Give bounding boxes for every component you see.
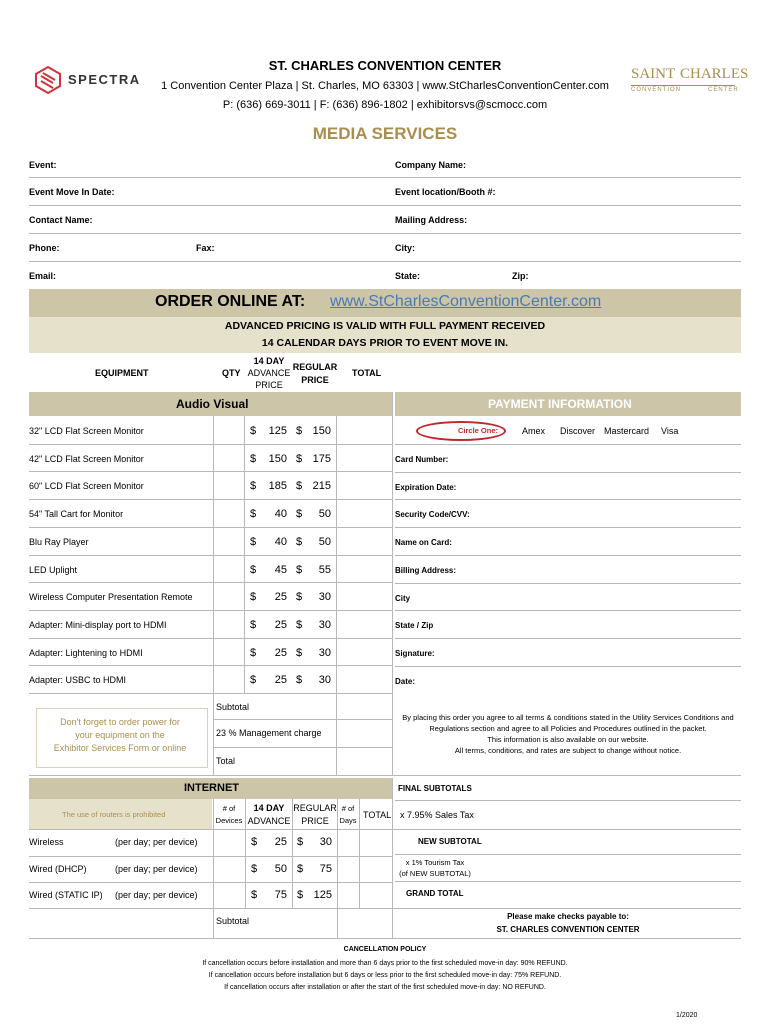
power-note-line: your equipment on the: [75, 730, 165, 740]
currency-symbol: $: [251, 836, 258, 848]
logo-saint: SAINT: [631, 66, 676, 82]
av-advance-price: 150: [268, 453, 287, 465]
payment-field-label: Expiration Date:: [395, 483, 457, 492]
card-mastercard[interactable]: Mastercard: [604, 426, 650, 436]
checks-note: [395, 910, 741, 936]
payment-title: PAYMENT INFORMATION: [488, 397, 632, 411]
divider: [29, 233, 741, 234]
header-advance-3: PRICE: [255, 380, 283, 390]
header-devices-1: # of: [222, 804, 236, 813]
divider: [29, 582, 392, 583]
divider: [395, 881, 741, 882]
divider: [29, 527, 392, 528]
internet-item-unit: (per day; per device): [115, 837, 198, 847]
currency-symbol: $: [296, 674, 303, 686]
divider: [29, 610, 392, 611]
checks-line: ST. CHARLES CONVENTION CENTER: [496, 925, 640, 934]
av-item-name: Blu Ray Player: [29, 537, 89, 547]
currency-symbol: $: [250, 453, 257, 465]
av-advance-price: 25: [274, 619, 287, 631]
header-regular-1: REGULAR: [292, 362, 338, 372]
form-date: 1/2020: [676, 1012, 698, 1019]
av-regular-price: 30: [318, 674, 331, 686]
state-label: State:: [395, 271, 421, 281]
terms-line: Regulations section and agree to all Policies and Procedures outlined in the packet.: [429, 724, 707, 733]
sales-tax-label: x 7.95% Sales Tax: [400, 810, 474, 820]
header-inet-regular: [292, 802, 338, 828]
tourism-tax-line: x 1% Tourism Tax: [405, 858, 465, 867]
order-online-link[interactable]: www.StCharlesConventionCenter.com: [330, 293, 602, 310]
av-advance-price: 40: [274, 536, 287, 548]
spectra-logo-text: SPECTRA: [68, 72, 141, 87]
payment-field-label: Signature:: [395, 649, 435, 658]
payment-field-label: Date:: [395, 677, 416, 686]
inet-subtotal-label: Subtotal: [216, 916, 250, 926]
header-total: TOTAL: [352, 368, 382, 378]
divider: [29, 638, 392, 639]
internet-item-name: Wired (DHCP): [29, 864, 87, 874]
header-inet-advance-2: ADVANCE: [247, 816, 291, 826]
currency-symbol: $: [251, 889, 258, 901]
grid-line: [213, 799, 214, 939]
final-subtotals: FINAL SUBTOTALS: [398, 784, 472, 793]
audio-visual-title: Audio Visual: [176, 397, 249, 411]
fax-label: Fax:: [196, 243, 215, 253]
city-label: City:: [395, 243, 415, 253]
av-advance-price: 125: [268, 425, 287, 437]
header-equipment: EQUIPMENT: [95, 368, 149, 378]
header-regular-2: PRICE: [301, 375, 329, 385]
header-advance: [244, 355, 294, 391]
email-label: Email:: [29, 271, 57, 281]
grid-line: [392, 778, 393, 939]
divider: [395, 800, 741, 801]
av-regular-price: 30: [318, 647, 331, 659]
av-regular-price: 30: [318, 619, 331, 631]
currency-symbol: $: [296, 591, 303, 603]
av-advance-price: 40: [274, 508, 287, 520]
grid-line: [245, 799, 246, 909]
cancellation-line: If cancellation occurs before installation and more than 6 days prior to the first scheduled move-in day: 90% REFUND.: [202, 960, 568, 967]
av-subtotal-label: Subtotal: [216, 702, 250, 712]
av-item-name: Adapter: USBC to HDMI: [29, 675, 127, 685]
av-item-name: LED Uplight: [29, 565, 78, 575]
divider: [395, 610, 741, 611]
internet-item-name: Wired (STATIC IP): [29, 890, 103, 900]
grid-line: [392, 392, 393, 776]
currency-symbol: $: [296, 453, 303, 465]
av-management-label: 23 % Management charge: [216, 728, 322, 738]
venue-phone: P: (636) 669-3011 | F: (636) 896-1802 | exhibitorsvs@scmocc.com: [222, 99, 548, 111]
card-discover[interactable]: Discover: [560, 426, 596, 436]
currency-symbol: $: [297, 889, 304, 901]
av-regular-price: 50: [318, 536, 331, 548]
contact-label: Contact Name:: [29, 215, 93, 225]
power-note-box: [36, 708, 208, 768]
header-devices: [213, 803, 245, 827]
currency-symbol: $: [250, 647, 257, 659]
pricing-line-1: ADVANCED PRICING IS VALID WITH FULL PAYMENT RECEIVED: [224, 320, 546, 332]
currency-symbol: $: [296, 564, 303, 576]
currency-symbol: $: [297, 836, 304, 848]
venue-address: 1 Convention Center Plaza | St. Charles, MO 63303 | www.StCharlesConventionCenter.com: [161, 80, 609, 92]
power-note-line: Don't forget to order power for: [60, 717, 180, 727]
phone-label: Phone:: [29, 243, 60, 253]
av-regular-price: 50: [318, 508, 331, 520]
mailing-label: Mailing Address:: [395, 215, 468, 225]
currency-symbol: $: [296, 480, 303, 492]
header-inet-regular-1: REGULAR: [293, 803, 337, 813]
divider: [213, 747, 392, 748]
divider: [213, 719, 392, 720]
header-advance-1: 14 DAY: [253, 356, 285, 366]
av-item-name: 32" LCD Flat Screen Monitor: [29, 426, 144, 436]
av-advance-price: 45: [274, 564, 287, 576]
header-days: [337, 803, 359, 827]
internet-regular-price: 30: [319, 836, 332, 848]
divider: [29, 205, 741, 206]
tourism-tax-line: (of NEW SUBTOTAL): [399, 869, 471, 878]
internet-regular-price: 125: [313, 889, 332, 901]
av-item-name: 42" LCD Flat Screen Monitor: [29, 454, 144, 464]
divider: [395, 583, 741, 584]
payment-field-label: Card Number:: [395, 455, 449, 464]
av-item-name: Adapter: Mini-display port to HDMI: [29, 620, 167, 630]
internet-regular-price: 75: [319, 863, 332, 875]
card-amex[interactable]: Amex: [522, 426, 546, 436]
divider: [29, 177, 741, 178]
divider: [29, 471, 392, 472]
currency-symbol: $: [296, 619, 303, 631]
grid-line: [336, 416, 337, 776]
divider: [29, 499, 392, 500]
divider: [395, 444, 741, 445]
divider: [395, 499, 741, 500]
divider: [29, 693, 392, 694]
av-regular-price: 175: [312, 453, 331, 465]
currency-symbol: $: [250, 674, 257, 686]
logo-convention: CONVENTION: [631, 87, 682, 93]
currency-symbol: $: [296, 647, 303, 659]
av-item-name: 54" Tall Cart for Monitor: [29, 509, 124, 519]
divider: [395, 555, 741, 556]
av-advance-price: 25: [274, 591, 287, 603]
av-regular-price: 150: [312, 425, 331, 437]
payment-field-label: Security Code/CVV:: [395, 510, 470, 519]
payment-field-label: Name on Card:: [395, 538, 452, 547]
circle-one-label: Circle One:: [458, 426, 499, 435]
section-title: MEDIA SERVICES: [312, 124, 458, 143]
zip-label: Zip:: [512, 271, 529, 281]
payment-field-label: Billing Address:: [395, 566, 457, 575]
divider: [395, 527, 741, 528]
cancellation-title: CANCELLATION POLICY: [343, 946, 427, 953]
move-in-label: Event Move In Date:: [29, 187, 115, 197]
pricing-line-2: 14 CALENDAR DAYS PRIOR TO EVENT MOVE IN.: [261, 337, 509, 349]
divider: [29, 261, 741, 262]
divider: [29, 775, 741, 776]
power-note-line: Exhibitor Services Form or online: [53, 743, 187, 753]
cancellation-lines: [0, 958, 770, 994]
divider: [29, 665, 392, 666]
location-label: Event location/Booth #:: [395, 187, 496, 197]
grid-line: [213, 416, 214, 776]
tourism-tax: [395, 857, 475, 879]
venue-title: ST. CHARLES CONVENTION CENTER: [268, 58, 502, 73]
header-qty: QTY: [222, 368, 241, 378]
divider: [29, 938, 741, 939]
divider: [395, 638, 741, 639]
header-days-1: # of: [341, 804, 355, 813]
divider: [29, 444, 392, 445]
checks-line: Please make checks payable to:: [507, 912, 629, 921]
av-item-name: 60" LCD Flat Screen Monitor: [29, 481, 144, 491]
event-label: Event:: [29, 160, 57, 170]
grid-line: [337, 799, 338, 939]
terms-text: [395, 712, 741, 756]
av-total-label: Total: [216, 756, 236, 766]
currency-symbol: $: [250, 480, 257, 492]
av-advance-price: 25: [274, 674, 287, 686]
header-inet-regular-2: PRICE: [301, 816, 329, 826]
internet-item-unit: (per day; per device): [115, 890, 198, 900]
grid-line: [292, 799, 293, 909]
terms-line: By placing this order you agree to all terms & conditions stated in the Utility Services Conditions and: [402, 713, 734, 722]
internet-advance-price: 50: [274, 863, 287, 875]
grand-total: GRAND TOTAL: [406, 889, 464, 898]
new-subtotal: NEW SUBTOTAL: [418, 837, 482, 846]
payment-field-label: State / Zip: [395, 621, 434, 630]
saint-charles-logo: [628, 63, 749, 99]
logo-charles: CHARLES: [680, 66, 749, 82]
currency-symbol: $: [297, 863, 304, 875]
av-item-name: Adapter: Lightening to HDMI: [29, 648, 143, 658]
payment-field-label: City: [395, 594, 411, 603]
internet-item-name: Wireless: [29, 837, 64, 847]
grid-line: [359, 799, 360, 909]
av-regular-price: 215: [312, 480, 331, 492]
internet-item-unit: (per day; per device): [115, 864, 198, 874]
header-inet-total: TOTAL: [363, 810, 392, 820]
currency-symbol: $: [250, 536, 257, 548]
terms-line: All terms, conditions, and rates are subject to change without notice.: [454, 746, 682, 755]
av-item-name: Wireless Computer Presentation Remote: [29, 592, 193, 602]
card-visa[interactable]: Visa: [661, 426, 679, 436]
internet-advance-price: 25: [274, 836, 287, 848]
av-regular-price: 30: [318, 591, 331, 603]
currency-symbol: $: [250, 619, 257, 631]
header-inet-advance: [245, 802, 293, 828]
currency-symbol: $: [250, 591, 257, 603]
currency-symbol: $: [296, 425, 303, 437]
internet-title: INTERNET: [184, 782, 239, 794]
routers-note: The use of routers is prohibited: [62, 810, 166, 819]
header-devices-2: Devices: [215, 816, 243, 825]
cancellation-line: If cancellation occurs after installation or after the start of the first scheduled move-in day: NO REFUND.: [224, 984, 546, 991]
av-advance-price: 25: [274, 647, 287, 659]
order-online-label: ORDER ONLINE AT:: [155, 293, 306, 310]
currency-symbol: $: [251, 863, 258, 875]
currency-symbol: $: [296, 508, 303, 520]
currency-symbol: $: [250, 564, 257, 576]
logo-center: CENTER: [708, 87, 739, 93]
divider: [29, 829, 741, 830]
divider: [29, 908, 741, 909]
grid-line: [244, 416, 245, 693]
currency-symbol: $: [250, 508, 257, 520]
divider: [395, 666, 741, 667]
terms-line: This information is also available on our website.: [487, 735, 649, 744]
divider: [395, 854, 741, 855]
av-regular-price: 55: [318, 564, 331, 576]
header-advance-2: ADVANCE: [247, 368, 291, 378]
header-inet-advance-1: 14 DAY: [253, 803, 285, 813]
currency-symbol: $: [250, 425, 257, 437]
av-advance-price: 185: [268, 480, 287, 492]
cancellation-line: If cancellation occurs before installation but 6 days or less prior to the first scheduled move-in day: 75% REFUND.: [208, 972, 562, 979]
currency-symbol: $: [296, 536, 303, 548]
internet-advance-price: 75: [274, 889, 287, 901]
divider: [29, 555, 392, 556]
divider: [395, 472, 741, 473]
header-regular: [290, 361, 340, 387]
header-days-2: Days: [339, 816, 357, 825]
company-label: Company Name:: [395, 160, 467, 170]
